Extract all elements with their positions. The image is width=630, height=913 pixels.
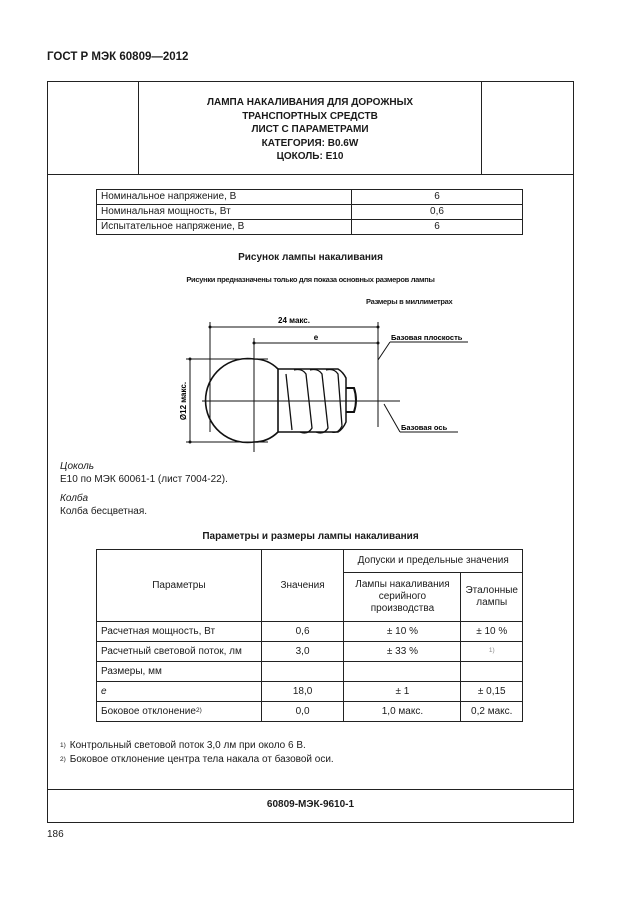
lamp-drawing <box>168 312 488 462</box>
figure-note: Рисунки предназначены только для показа основных размеров лампы <box>186 275 435 284</box>
param-reference: ± 0,15 <box>461 682 523 702</box>
spec-label: Испытательное напряжение, В <box>97 220 352 235</box>
caption-text: E10 по МЭК 60061-1 (лист 7004-22). <box>60 474 228 485</box>
header-reference: Эталонные лампы <box>461 573 523 622</box>
footnote <box>60 753 334 767</box>
param-value: 0,6 <box>261 622 344 642</box>
param-value: 3,0 <box>261 642 344 662</box>
param-reference: 0,2 макс. <box>461 702 523 722</box>
sheet-footer <box>48 789 573 822</box>
footnote-text: Боковое отклонение центра тела накала от базовой оси. <box>69 754 334 765</box>
table-row <box>97 622 523 642</box>
caption-text: Колба бесцветная. <box>60 506 148 517</box>
param-value: 18,0 <box>261 682 344 702</box>
label-reference-plane: Базовая плоскость <box>391 333 463 342</box>
caption-base <box>60 460 228 486</box>
table-row <box>97 205 523 220</box>
params-table <box>96 549 523 722</box>
header-row <box>97 550 523 573</box>
spec-value: 0,6 <box>352 205 523 220</box>
param-name: Расчетная мощность, Вт <box>97 622 262 642</box>
sheet-title <box>139 96 481 164</box>
spec-label: Номинальное напряжение, В <box>97 190 352 205</box>
spec-label: Номинальная мощность, Вт <box>97 205 352 220</box>
header-values: Значения <box>261 550 344 622</box>
param-value: 0,0 <box>261 702 344 722</box>
label-reference-axis: Базовая ось <box>401 423 448 432</box>
param-serial: ± 1 <box>344 682 461 702</box>
document-code: ГОСТ Р МЭК 60809—2012 <box>47 51 189 63</box>
param-reference <box>461 642 523 662</box>
parameter-sheet-frame <box>47 81 574 823</box>
table-row <box>97 220 523 235</box>
thread-1 <box>286 374 292 430</box>
footnote-ref: 2) <box>195 706 202 714</box>
sheet-header <box>48 82 573 175</box>
spec-value: 6 <box>352 220 523 235</box>
table-row <box>97 662 523 682</box>
label-length-max: 24 макс. <box>278 316 310 325</box>
caption-title: Колба <box>60 493 89 504</box>
param-name <box>97 702 262 722</box>
title-line: ЦОКОЛЬ: E10 <box>276 151 344 162</box>
title-line: ЛАМПА НАКАЛИВАНИЯ ДЛЯ ДОРОЖНЫХ <box>206 97 414 108</box>
header-divider-right <box>481 82 482 174</box>
label-e: e <box>313 333 319 342</box>
param-reference: ± 10 % <box>461 622 523 642</box>
params-table-title: Параметры и размеры лампы накаливания <box>202 531 419 542</box>
param-serial <box>344 662 461 682</box>
footnote-mark: 2) <box>60 756 66 763</box>
table-row <box>97 682 523 702</box>
spec-table <box>96 189 523 235</box>
footnote-mark: 1) <box>60 742 66 749</box>
page-number: 186 <box>47 829 64 840</box>
param-serial: ± 10 % <box>344 622 461 642</box>
figure-units: Размеры в миллиметрах <box>366 297 453 306</box>
leader-plane <box>378 342 390 360</box>
header-parameters: Параметры <box>97 550 262 622</box>
param-name: Расчетный световой поток, лм <box>97 642 262 662</box>
sheet-code: 60809-МЭК-9610-1 <box>266 799 355 810</box>
header-serial: Лампы накаливания серийного производства <box>344 573 461 622</box>
footnote-text: Контрольный световой поток 3,0 лм при около 6 В. <box>69 740 306 751</box>
caption-bulb <box>60 492 147 518</box>
label-diameter: Ø12 макс. <box>179 381 188 421</box>
leader-axis <box>384 404 400 432</box>
base-contact <box>346 388 356 412</box>
footnote-ref: 1) <box>488 646 495 654</box>
caption-title: Цоколь <box>60 461 95 472</box>
spec-value: 6 <box>352 190 523 205</box>
param-serial: 1,0 макс. <box>344 702 461 722</box>
param-name: Размеры, мм <box>97 662 262 682</box>
title-line: ЛИСТ С ПАРАМЕТРАМИ <box>251 124 369 135</box>
param-name-text: Боковое отклонение <box>101 705 196 717</box>
header-tolerances: Допуски и предельные значения <box>344 550 523 573</box>
param-serial: ± 33 % <box>344 642 461 662</box>
footnotes <box>60 739 334 767</box>
param-value <box>261 662 344 682</box>
title-line: КАТЕГОРИЯ: B0.6W <box>261 137 359 149</box>
param-reference <box>461 662 523 682</box>
table-row <box>97 190 523 205</box>
title-line: ТРАНСПОРТНЫХ СРЕДСТВ <box>242 110 378 122</box>
table-row <box>97 702 523 722</box>
footnote <box>60 739 334 753</box>
param-name: e <box>97 682 262 702</box>
figure-title: Рисунок лампы накаливания <box>238 252 383 263</box>
table-row <box>97 642 523 662</box>
